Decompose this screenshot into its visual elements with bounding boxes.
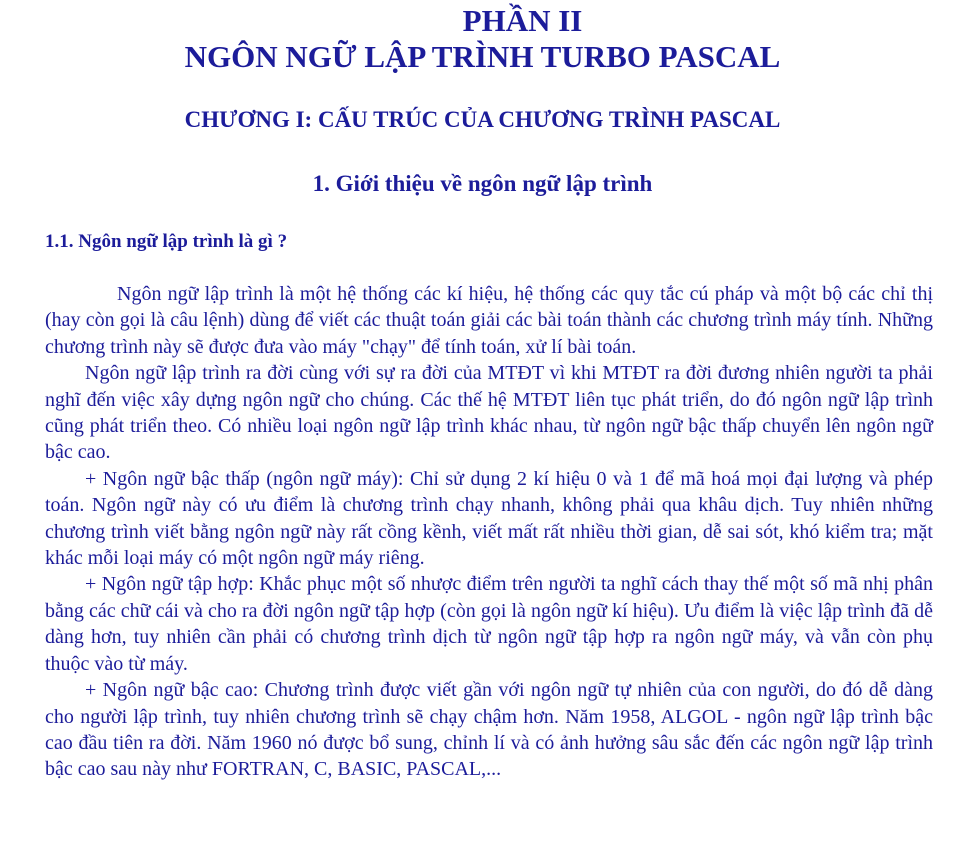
paragraph-definition: Ngôn ngữ lập trình là một hệ thống các kí hiệu, hệ thống các quy tắc cú pháp và một bộ các chỉ thị (hay còn gọi là câu lệnh) dùng để viết các thuật toán giải các bài toán thành các chương trình máy tính. Những chương trình này sẽ được đưa vào máy "chạy" để tính toán, xử lí bài toán. [45, 283, 933, 358]
paragraph-low-level: + Ngôn ngữ bậc thấp (ngôn ngữ máy): Chỉ sử dụng 2 kí hiệu 0 và 1 để mã hoá mọi đại lượng và phép toán. Ngôn ngữ này có ưu điểm là chương trình chạy nhanh, không phải qua khâu dịch. Tuy nhiên những chương trình viết bằng ngôn ngữ này rất cồng kềnh, viết mất rất nhiều thời gian, dễ sai sót, khó kiểm tra; mặt khác mỗi loại máy có một ngôn ngữ máy riêng. [45, 467, 933, 570]
paragraph-high-level: + Ngôn ngữ bậc cao: Chương trình được viết gần với ngôn ngữ tự nhiên của con người, do đó dễ dàng cho người lập trình, tuy nhiên chương trình sẽ chạy chậm hơn. Năm 1958, ALGOL - ngôn ngữ lập trình bậc cao đầu tiên ra đời. Năm 1960 nó được bổ sung, chỉnh lí và có ảnh hưởng sâu sắc đến các ngôn ngữ lập trình bậc cao sau này như FORTRAN, C, BASIC, PASCAL,... [45, 679, 933, 781]
part-title: PHẦN II [462, 3, 583, 38]
subsection-title: 1.1. Ngôn ngữ lập trình là gì ? [45, 231, 288, 252]
paragraph-assembly: + Ngôn ngữ tập hợp: Khắc phục một số nhược điểm trên người ta nghĩ cách thay thế một số mã nhị phân bằng các chữ cái và cho ra đời ngôn ngữ tập hợp (còn gọi là ngôn ngữ kí hiệu). Ưu điểm là việc lập trình đã dễ dàng hơn, tuy nhiên cần phải có chương trình dịch từ ngôn ngữ tập hợp ra ngôn ngữ máy, và vẫn còn phụ thuộc vào từ máy. [45, 573, 933, 675]
body-text [45, 281, 933, 783]
paragraph-history: Ngôn ngữ lập trình ra đời cùng với sự ra đời của MTĐT vì khi MTĐT ra đời đương nhiên người ta phải nghĩ đến việc xây dựng ngôn ngữ cho chúng. Các thế hệ MTĐT liên tục phát triển, do đó ngôn ngữ lập trình cũng phát triển theo. Có nhiều loại ngôn ngữ lập trình khác nhau, từ ngôn ngữ bậc thấp chuyển lên ngôn ngữ bậc cao. [45, 362, 933, 464]
section-title: 1. Giới thiệu về ngôn ngữ lập trình [312, 171, 653, 196]
language-title: NGÔN NGỮ LẬP TRÌNH TURBO PASCAL [184, 39, 781, 74]
chapter-title: CHƯƠNG I: CẤU TRÚC CỦA CHƯƠNG TRÌNH PASCAL [184, 107, 781, 132]
